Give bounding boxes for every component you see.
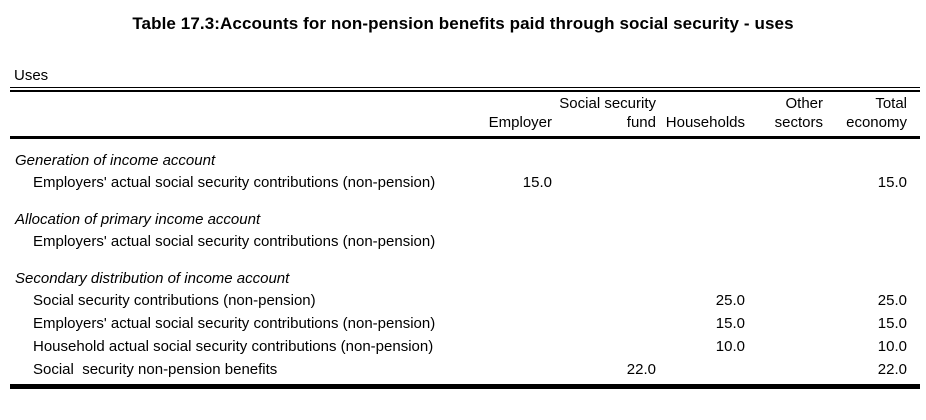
col-header-line: economy (846, 114, 907, 131)
row-label: Social security contributions (non-pension) (33, 292, 316, 309)
cell-households (656, 171, 745, 194)
row-label: Social security non-pension benefits (33, 361, 278, 378)
section-header: Generation of income account (15, 152, 216, 169)
col-header-line: Social security (559, 95, 656, 112)
col-header-households (656, 94, 745, 132)
col-header-line: Total (875, 95, 907, 112)
cell-households: 10.0 (715, 338, 745, 355)
table-row (10, 289, 920, 312)
section-header: Allocation of primary income account (15, 211, 261, 228)
double-rule-bottom (10, 384, 920, 389)
table-row (10, 312, 920, 335)
cell-total-economy: 25.0 (877, 292, 907, 309)
cell-other-sectors (745, 230, 823, 253)
cell-households: 25.0 (715, 292, 745, 309)
table-body (10, 151, 920, 381)
table-row (10, 171, 920, 194)
cell-households (656, 230, 745, 253)
section-secondary-distribution-of-income (10, 269, 920, 381)
table-row (10, 230, 920, 253)
cell-total-economy: 15.0 (877, 174, 907, 191)
row-label: Employers' actual social security contributions (non-pension) (33, 315, 436, 332)
cell-other-sectors (745, 171, 823, 194)
col-header-line: Households (665, 114, 745, 131)
cell-total-economy (823, 230, 907, 253)
row-label: Employers' actual social security contributions (non-pension) (33, 233, 436, 250)
row-label: Employers' actual social security contributions (non-pension) (33, 174, 436, 191)
cell-total-economy: 10.0 (877, 338, 907, 355)
col-header-line: Other (785, 95, 823, 112)
cell-other-sectors (745, 289, 823, 312)
col-header-line: fund (626, 114, 656, 131)
col-header-total-economy (823, 94, 907, 132)
uses-label: Uses (10, 66, 920, 88)
row-label: Household actual social security contributions (non-pension) (33, 338, 434, 355)
cell-employer (460, 230, 552, 253)
statistics-table (10, 66, 920, 389)
cell-total-economy: 22.0 (877, 361, 907, 378)
col-header-empty (10, 94, 460, 132)
cell-employer (460, 289, 552, 312)
table-row (10, 335, 920, 358)
cell-other-sectors (745, 335, 823, 358)
col-header-employer (460, 94, 552, 132)
section-generation-of-income (10, 151, 920, 194)
section-allocation-of-primary-income (10, 210, 920, 253)
table-header-row (10, 92, 920, 139)
col-header-other-sectors (745, 94, 823, 132)
cell-employer (460, 335, 552, 358)
cell-other-sectors (745, 312, 823, 335)
cell-social-security-fund (552, 230, 656, 253)
cell-employer (460, 358, 552, 381)
col-header-line: sectors (774, 114, 823, 131)
cell-other-sectors (745, 358, 823, 381)
cell-total-economy: 15.0 (877, 315, 907, 332)
cell-social-security-fund (552, 171, 656, 194)
section-header: Secondary distribution of income account (15, 270, 290, 287)
cell-social-security-fund: 22.0 (626, 361, 656, 378)
col-header-social-security-fund (552, 94, 656, 132)
cell-social-security-fund (552, 335, 656, 358)
cell-employer (460, 312, 552, 335)
col-header-line: Employer (488, 114, 552, 131)
cell-social-security-fund (552, 312, 656, 335)
table-title: Table 17.3:Accounts for non-pension benefits paid through social security - uses (132, 14, 794, 33)
cell-households (656, 358, 745, 381)
table-row (10, 358, 920, 381)
cell-households: 15.0 (715, 315, 745, 332)
cell-employer: 15.0 (522, 174, 552, 191)
cell-social-security-fund (552, 289, 656, 312)
